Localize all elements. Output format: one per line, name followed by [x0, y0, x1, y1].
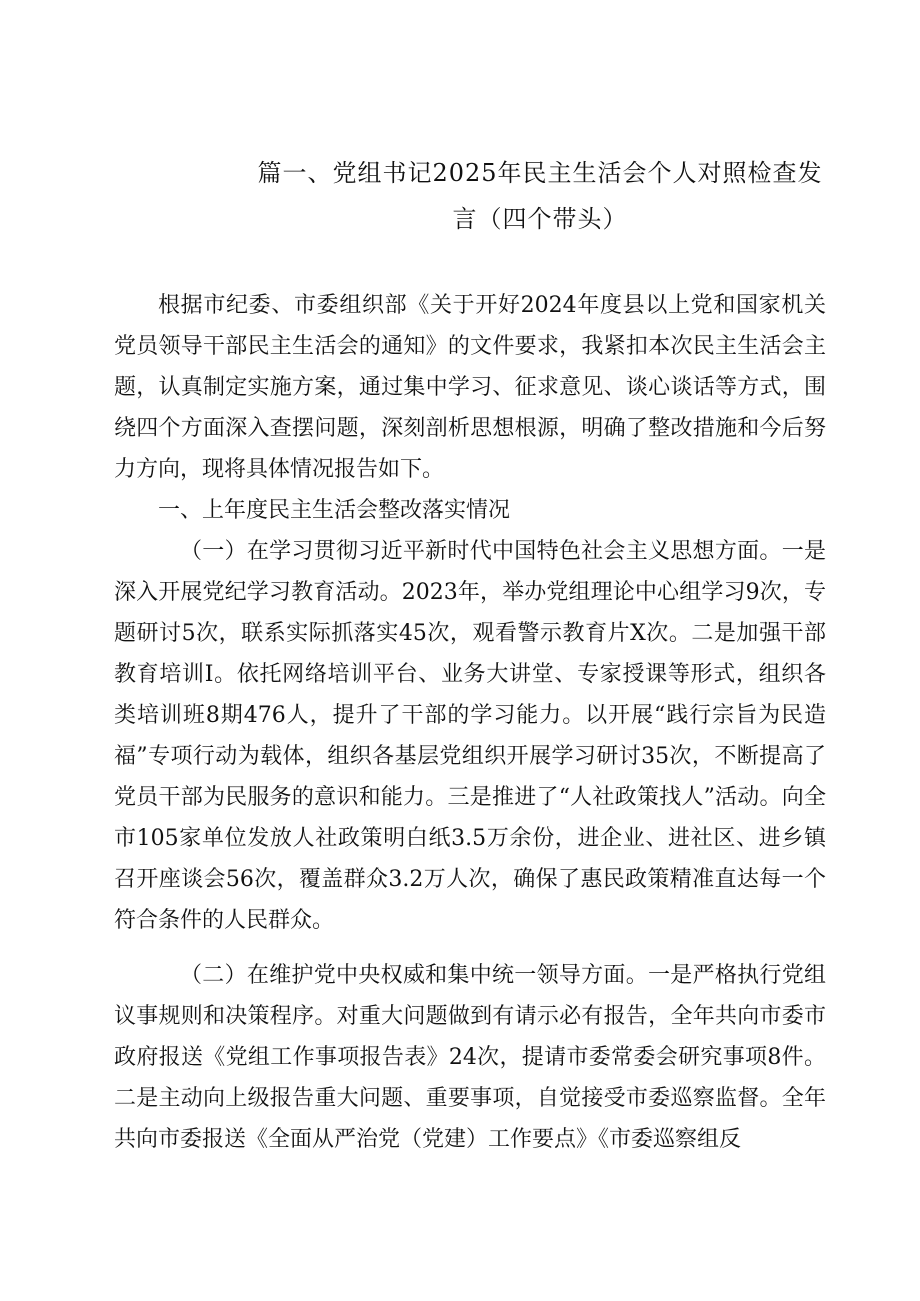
subsection-paragraph-1: （一）在学习贯彻习近平新时代中国特色社会主义思想方面。一是深入开展党纪学习教育活动。2023年，举办党组理论中心组学习9次，专题研讨5次，联系实际抓落实45次，观看警示教育片X次。二是加强干部教育培训I。依托网络培训平台、业务大讲堂、专家授课等形式，组织各类培训班8期476人，提升了干部的学习能力。以开展“践行宗旨为民造福”专项行动为载体，组织各基层党组织开展学习研讨35次，不断提高了党员干部为民服务的意识和能力。三是推进了“人社政策找人”活动。向全市105家单位发放人社政策明白纸3.5万余份，进企业、进社区、进乡镇召开座谈会56次，覆盖群众3.2万人次，确保了惠民政策精准直达每一个符合条件的人民群众。 — [114, 539, 826, 933]
subsection-paragraph-2: （二）在维护党中央权威和集中统一领导方面。一是严格执行党组议事规则和决策程序。对重大问题做到有请示必有报告，全年共向市委市政府报送《党组工作事项报告表》24次，提请市委常委会研究事项8件。二是主动向上级报告重大问题、重要事项，自觉接受市委巡察监督。全年共向市委报送《全面从严治党（党建）工作要点》《市委巡察组反 — [114, 963, 826, 1152]
paragraph-gap — [114, 941, 826, 955]
document-title: 篇一、党组书记2025年民主生活会个人对照检查发言（四个带头） — [257, 159, 823, 233]
section-heading: 一、上年度民主生活会整改落实情况 — [158, 498, 511, 523]
document-body — [114, 285, 826, 1160]
intro-paragraph: 根据市纪委、市委组织部《关于开好2024年度县以上党和国家机关党员领导干部民主生活会的通知》的文件要求，我紧扣本次民主生活会主题，认真制定实施方案，通过集中学习、征求意见、谈心谈话等方式，围绕四个方面深入查摆问题，深刻剖析思想根源，明确了整改措施和今后努力方向，现将具体情况报告如下。 — [114, 293, 826, 482]
